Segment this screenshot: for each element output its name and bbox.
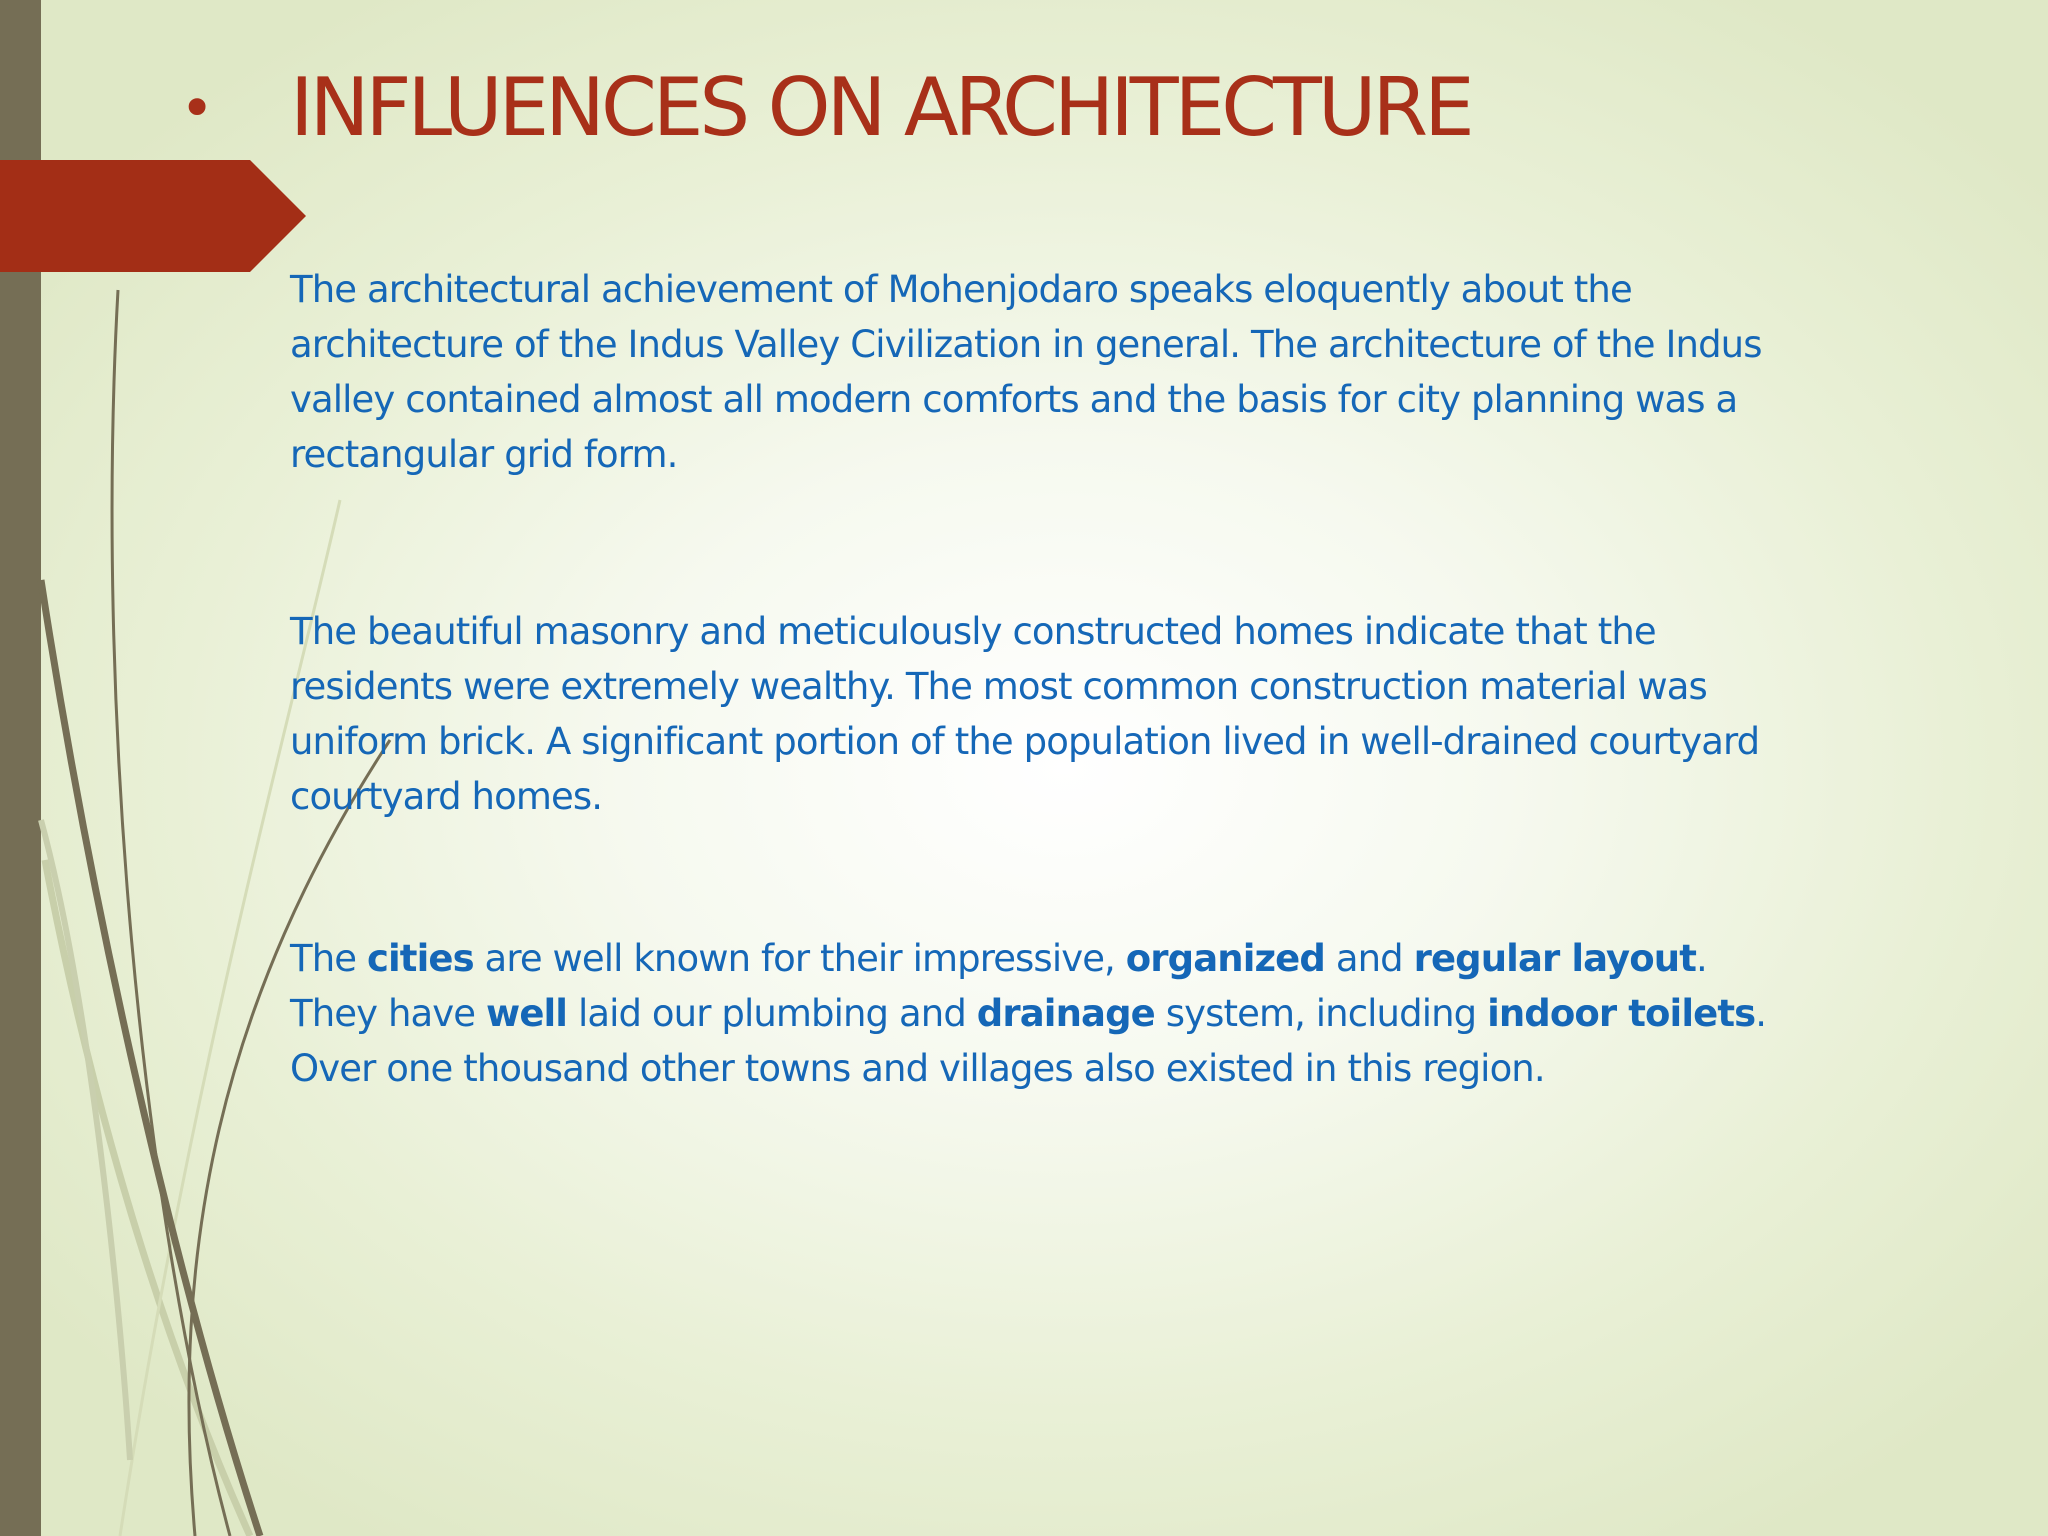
paragraph-line-towns: Over one thousand other towns and villages also existed in this region. xyxy=(290,1047,1545,1090)
bold-term-organized: organized xyxy=(1125,937,1325,980)
paragraph-masonry xyxy=(290,604,2010,824)
bold-term-indoor-toilets: indoor toilets xyxy=(1487,992,1756,1035)
paragraph-line-cities xyxy=(290,931,2010,986)
paragraph-line: The beautiful masonry and meticulously constructed homes indicate that the xyxy=(290,610,1656,653)
bold-term-well: well xyxy=(486,992,568,1035)
grass-stroke-dark xyxy=(189,740,390,1536)
paragraph-line: valley contained almost all modern comforts and the basis for city planning was a xyxy=(290,378,1738,421)
paragraph-line-plumbing xyxy=(290,986,2010,1041)
text-run: are well known for their impressive, xyxy=(473,937,1126,980)
paragraph-line: uniform brick. A significant portion of the population lived in well-drained courtyard xyxy=(290,720,1760,763)
paragraph-line: rectangular grid form. xyxy=(290,433,678,476)
text-run: They have xyxy=(290,992,487,1035)
text-run: laid our plumbing and xyxy=(567,992,977,1035)
title-row xyxy=(180,48,1471,168)
paragraph-line: courtyard homes. xyxy=(290,775,603,818)
bold-term-cities: cities xyxy=(366,937,474,980)
title-arrow-shape xyxy=(0,160,306,272)
slide-title: INFLUENCES ON ARCHITECTURE xyxy=(290,61,1471,154)
paragraph-cities xyxy=(290,931,2010,1096)
text-run: . xyxy=(1696,937,1707,980)
text-run: system, including xyxy=(1154,992,1488,1035)
text-run: and xyxy=(1324,937,1414,980)
bold-term-regular-layout: regular layout xyxy=(1413,937,1697,980)
grass-stroke-dark xyxy=(112,290,230,1536)
text-run: The xyxy=(290,937,367,980)
paragraph-line: residents were extremely wealthy. The most common construction material was xyxy=(290,665,1707,708)
paragraph-line: The architectural achievement of Mohenjodaro speaks eloquently about the xyxy=(290,268,1632,311)
paragraph-mohenjodaro xyxy=(290,262,2010,482)
grass-stroke-dark xyxy=(41,580,260,1536)
title-bullet: • xyxy=(180,74,215,142)
bold-term-drainage: drainage xyxy=(976,992,1155,1035)
text-run: . xyxy=(1755,992,1767,1035)
grass-stroke-light xyxy=(45,860,250,1536)
paragraph-line: architecture of the Indus Valley Civilization in general. The architecture of the Indus xyxy=(290,323,1762,366)
